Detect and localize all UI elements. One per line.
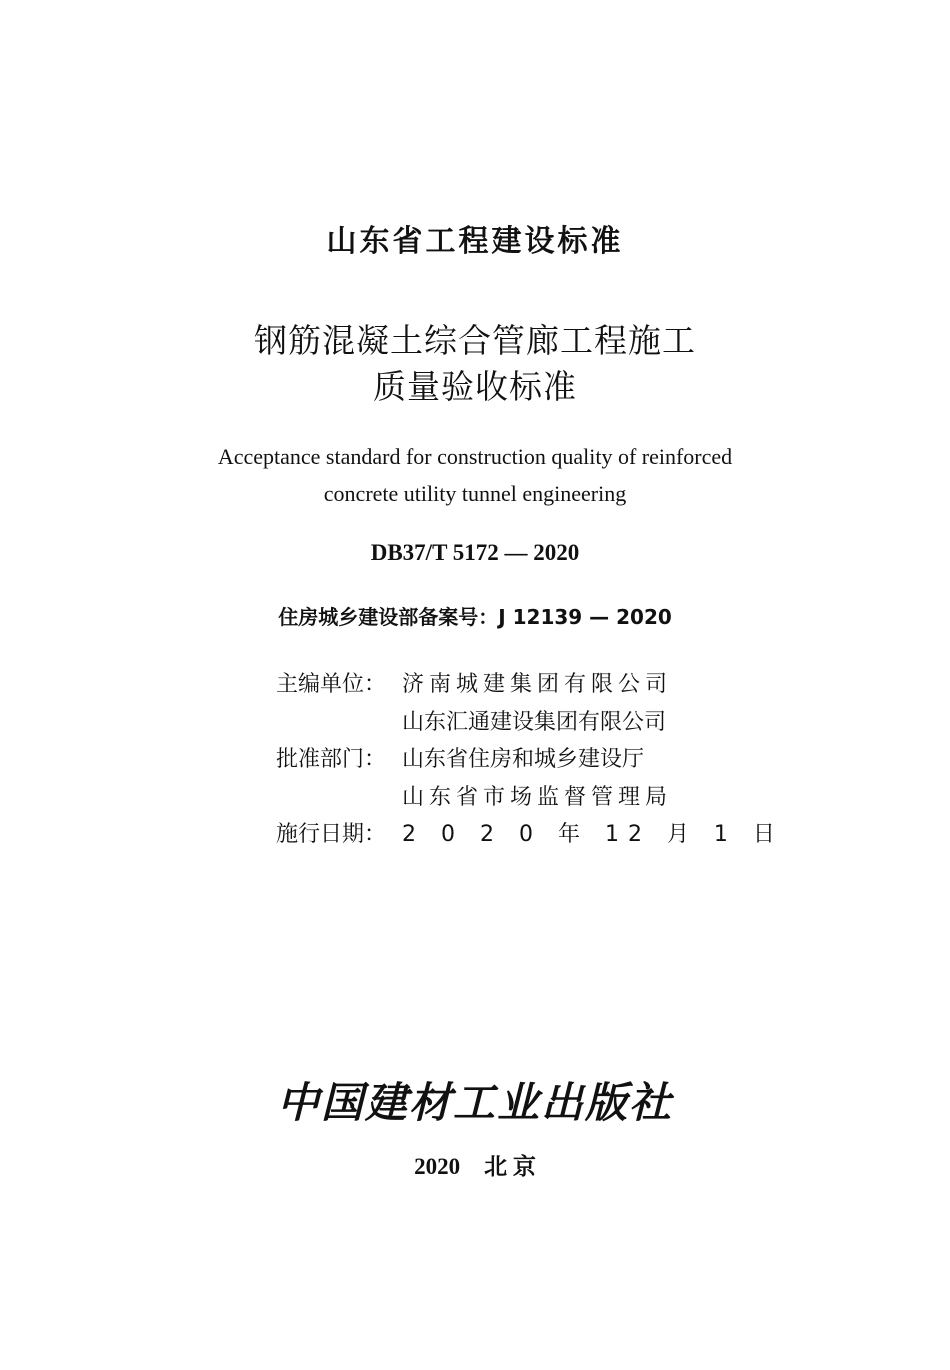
standard-code: DB37/T 5172 — 2020 (370, 540, 580, 565)
english-title-line-1: Acceptance standard for construction quality of reinforced (217, 444, 733, 469)
editor-row (276, 664, 784, 702)
publisher-name: 中国建材工业出版社 (276, 1078, 673, 1127)
approver-row (276, 739, 784, 777)
editor-2: 山东汇通建设集团有限公司 (402, 709, 667, 735)
approver-row-2 (276, 777, 784, 815)
english-title (0, 438, 950, 512)
date-label: 施行日期： (276, 822, 387, 848)
date-row (276, 814, 784, 852)
publication-place (0, 1148, 950, 1181)
publication-year: 2020 (414, 1154, 461, 1179)
standard-series-heading: 山东省工程建设标准 (326, 224, 624, 259)
editor-1: 济南城建集团有限公司 (402, 672, 673, 698)
chinese-title (0, 318, 950, 410)
english-title-line-2: concrete utility tunnel engineering (323, 481, 627, 506)
editor-row-2 (276, 702, 784, 740)
chinese-title-line-1: 钢筋混凝土综合管廊工程施工 (254, 321, 696, 360)
standard-info-block (276, 664, 784, 852)
approver-2: 山东省市场监督管理局 (402, 784, 673, 810)
record-number: 住房城乡建设部备案号：J 12139 — 2020 (278, 605, 672, 629)
effective-date: 2 0 2 0 年 12 月 1 日 (402, 822, 784, 848)
approver-1: 山东省住房和城乡建设厅 (402, 747, 645, 773)
editor-label: 主编单位： (276, 672, 387, 698)
approver-label: 批准部门： (276, 747, 387, 773)
chinese-title-line-2: 质量验收标准 (373, 367, 577, 406)
publication-city: 北 京 (484, 1154, 536, 1179)
